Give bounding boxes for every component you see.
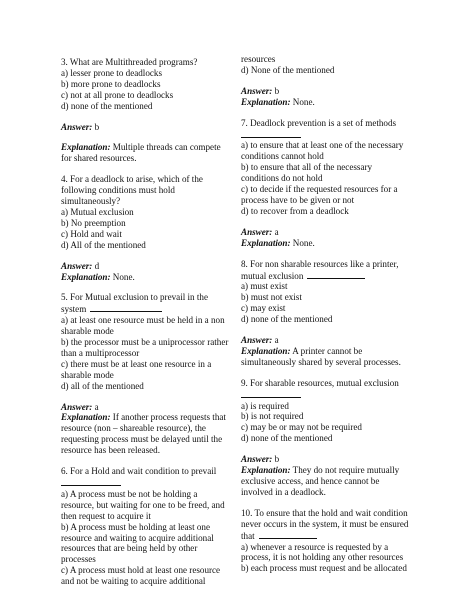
- option-line: [241, 563, 426, 574]
- explanation-text: A printer cannot be: [290, 345, 363, 356]
- option-line: [241, 65, 426, 76]
- option-text: a) to ensure that at least one of the necessary: [241, 140, 404, 151]
- option-line: [241, 401, 426, 412]
- option-text: c) may be or may not be required: [241, 422, 362, 433]
- answer-value: b: [94, 121, 100, 132]
- option-text: b) A process must be holding at least one: [61, 521, 211, 532]
- option-text: processes: [61, 554, 96, 565]
- question-line: [61, 196, 243, 207]
- question-line: [61, 466, 243, 477]
- option-line: [61, 79, 243, 90]
- answer-blank: [307, 270, 365, 279]
- option-text: b) No preemption: [61, 217, 126, 228]
- question-text: 5. For Mutual exclusion to prevail in the: [61, 292, 208, 303]
- option-text: than a multiprocessor: [61, 347, 140, 358]
- answer-label: Answer:: [61, 260, 93, 271]
- answer-value: a: [274, 226, 279, 237]
- answer-label: Answer:: [61, 401, 93, 412]
- answer-blank: [241, 389, 301, 398]
- answer-line: [241, 86, 426, 97]
- answer-label: Answer:: [241, 85, 273, 96]
- explanation-label: Explanation:: [241, 345, 291, 356]
- option-line: [61, 489, 243, 500]
- explanation-label: Explanation:: [241, 465, 291, 476]
- question-line: [241, 389, 426, 401]
- spacer: [61, 251, 243, 261]
- explanation-line: [61, 445, 243, 456]
- left-column: [61, 57, 243, 587]
- option-text: d) all of the mentioned: [61, 380, 144, 391]
- question-text: mutual exclusion: [241, 270, 304, 281]
- option-line: [61, 543, 243, 554]
- option-line: [241, 195, 426, 206]
- explanation-label: Explanation:: [61, 271, 111, 282]
- option-line: [61, 229, 243, 240]
- explanation-label: Explanation:: [241, 96, 291, 107]
- option-line: [61, 500, 243, 511]
- option-line: [61, 326, 243, 337]
- question-line: [241, 129, 426, 141]
- question-line: [61, 477, 243, 489]
- option-text: resource and waiting to acquire additional: [61, 532, 214, 543]
- option-text: and not be waiting to acquire additional: [61, 576, 206, 587]
- answer-line: [61, 402, 243, 413]
- spacer: [241, 368, 426, 378]
- option-line: [61, 565, 243, 576]
- option-text: d) none of the mentioned: [61, 100, 153, 111]
- question-text: 9. For sharable resources, mutual exclusion: [241, 377, 399, 388]
- option-line: [241, 184, 426, 195]
- explanation-text: exclusive access, and hence cannot be: [241, 476, 380, 486]
- spacer: [61, 164, 243, 174]
- option-text: sharable mode: [61, 369, 114, 380]
- explanation-text: None.: [290, 237, 315, 248]
- option-line: [241, 206, 426, 217]
- answer-value: b: [274, 85, 280, 96]
- explanation-text: They do not require mutually: [290, 465, 400, 476]
- option-line: [61, 315, 243, 326]
- option-line: [61, 370, 243, 381]
- spacer: [241, 498, 426, 508]
- option-text: conditions do not hold: [241, 173, 323, 184]
- question-line: [61, 57, 243, 68]
- right-column: [241, 54, 426, 574]
- option-line: [241, 140, 426, 151]
- option-line: [61, 101, 243, 112]
- option-text: resource, but waiting for one to be freed, and: [61, 499, 225, 510]
- option-text: conditions cannot hold: [241, 151, 324, 162]
- option-text: a) must exist: [241, 281, 288, 292]
- option-line: [61, 68, 243, 79]
- question-text: 6. For a Hold and wait condition to prevail: [61, 466, 217, 477]
- answer-label: Answer:: [241, 226, 273, 237]
- question-text: following conditions must hold: [61, 185, 175, 196]
- option-line: [61, 359, 243, 370]
- question-text: never occurs in the system, it must be ensured: [241, 518, 409, 529]
- explanation-label: Explanation:: [61, 142, 111, 153]
- explanation-line: [61, 412, 243, 423]
- option-text: b) must not exist: [241, 292, 302, 303]
- spacer: [61, 392, 243, 402]
- explanation-text: simultaneously shared by several processes.: [241, 356, 401, 367]
- explanation-line: [241, 97, 426, 108]
- explanation-line: [61, 434, 243, 445]
- option-text: sharable mode: [61, 326, 114, 337]
- question-text: 10. To ensure that the hold and wait condition: [241, 507, 408, 518]
- answer-line: [241, 454, 426, 465]
- option-text: a) is required: [241, 400, 289, 411]
- option-text: process, it is not holding any other resources: [241, 552, 404, 563]
- question-text: 8. For non sharable resources like a printer,: [241, 258, 399, 269]
- question-line: [241, 378, 426, 389]
- option-text: a) Mutual exclusion: [61, 206, 134, 217]
- option-text: c) Hold and wait: [61, 228, 122, 239]
- question-text: that: [241, 530, 255, 541]
- option-line: [241, 552, 426, 563]
- option-text: process have to be given or not: [241, 194, 355, 205]
- option-line: [61, 554, 243, 565]
- explanation-line: [61, 142, 243, 153]
- answer-blank: [241, 129, 301, 138]
- option-line: [61, 522, 243, 533]
- question-line: [241, 519, 426, 530]
- option-text: d) none of the mentioned: [241, 433, 333, 444]
- answer-line: [241, 335, 426, 346]
- option-line: [241, 151, 426, 162]
- explanation-text: for shared resources.: [61, 153, 137, 164]
- answer-label: Answer:: [241, 335, 273, 346]
- question-line: [241, 530, 426, 542]
- explanation-line: [61, 423, 243, 434]
- explanation-text: involved in a deadlock.: [241, 486, 326, 497]
- answer-blank: [90, 303, 162, 312]
- answer-blank: [61, 477, 121, 486]
- spacer: [241, 325, 426, 335]
- answer-value: a: [274, 335, 279, 346]
- explanation-text: requesting process must be delayed until the: [61, 434, 223, 445]
- spacer: [241, 76, 426, 86]
- spacer: [61, 112, 243, 122]
- answer-blank: [259, 530, 317, 539]
- answer-value: a: [94, 401, 99, 412]
- explanation-text: None.: [110, 271, 135, 282]
- option-line: [241, 173, 426, 184]
- option-line: [61, 381, 243, 392]
- spacer: [61, 132, 243, 142]
- explanation-text: None.: [290, 96, 315, 107]
- option-text: d) All of the mentioned: [61, 239, 146, 250]
- option-line: [241, 303, 426, 314]
- explanation-text: If another process requests that: [110, 412, 226, 423]
- option-text: resources: [241, 54, 276, 64]
- explanation-text: resource has been released.: [61, 445, 160, 456]
- explanation-line: [241, 357, 426, 368]
- explanation-label: Explanation:: [241, 237, 291, 248]
- option-line: [241, 422, 426, 433]
- option-line: [61, 348, 243, 359]
- explanation-line: [61, 272, 243, 283]
- option-text: b) the processor must be a uniprocessor rather: [61, 337, 229, 348]
- answer-label: Answer:: [61, 121, 93, 132]
- option-text: then request to acquire it: [61, 510, 151, 521]
- explanation-line: [241, 346, 426, 357]
- option-text: c) to decide if the requested resources for a: [241, 184, 398, 195]
- explanation-line: [241, 476, 426, 487]
- option-text: a) at least one resource must be held in a non: [61, 315, 225, 326]
- option-line: [241, 314, 426, 325]
- option-line: [241, 281, 426, 292]
- option-text: c) not at all prone to deadlocks: [61, 89, 174, 100]
- question-line: [241, 118, 426, 129]
- explanation-text: resource (non – shareable resource), the: [61, 423, 206, 434]
- option-text: d) to recover from a deadlock: [241, 205, 349, 216]
- question-line: [61, 292, 243, 303]
- explanation-line: [241, 487, 426, 498]
- answer-line: [241, 227, 426, 238]
- option-text: d) None of the mentioned: [241, 64, 335, 75]
- answer-value: b: [274, 454, 280, 465]
- explanation-label: Explanation:: [61, 412, 111, 423]
- question-line: [241, 508, 426, 519]
- option-text: b) each process must request and be allocated: [241, 563, 407, 574]
- question-line: [61, 185, 243, 196]
- option-text: resources that are being held by other: [61, 543, 198, 554]
- option-text: d) none of the mentioned: [241, 314, 333, 325]
- question-text: system: [61, 304, 87, 315]
- option-line: [61, 218, 243, 229]
- option-text: a) lesser prone to deadlocks: [61, 67, 163, 78]
- answer-label: Answer:: [241, 454, 273, 465]
- option-line: [61, 207, 243, 218]
- question-text: 4. For a deadlock to arise, which of the: [61, 174, 203, 185]
- option-line: [61, 511, 243, 522]
- answer-value: d: [94, 260, 100, 271]
- option-line: [61, 240, 243, 251]
- option-line: [241, 54, 426, 65]
- question-line: [61, 303, 243, 315]
- option-line: [61, 576, 243, 587]
- spacer: [61, 456, 243, 466]
- option-text: b) more prone to deadlocks: [61, 78, 161, 89]
- option-line: [241, 433, 426, 444]
- option-text: c) A process must hold at least one resource: [61, 565, 221, 576]
- option-text: a) whenever a resource is requested by a: [241, 541, 389, 552]
- explanation-line: [61, 153, 243, 164]
- spacer: [61, 282, 243, 292]
- option-line: [241, 411, 426, 422]
- answer-line: [61, 261, 243, 272]
- option-line: [241, 292, 426, 303]
- option-text: b) is not required: [241, 411, 304, 422]
- option-line: [61, 90, 243, 101]
- explanation-line: [241, 238, 426, 249]
- spacer: [241, 249, 426, 259]
- option-text: c) there must be at least one resource in a: [61, 358, 212, 369]
- option-text: c) may exist: [241, 303, 286, 314]
- option-line: [241, 542, 426, 553]
- question-line: [241, 270, 426, 282]
- question-text: 7. Deadlock prevention is a set of methods: [241, 117, 397, 128]
- question-line: [61, 174, 243, 185]
- option-text: b) to ensure that all of the necessary: [241, 162, 373, 173]
- question-text: simultaneously?: [61, 196, 121, 207]
- option-text: a) A process must be not be holding a: [61, 488, 198, 499]
- question-line: [241, 259, 426, 270]
- spacer: [241, 444, 426, 454]
- option-line: [241, 162, 426, 173]
- option-line: [61, 337, 243, 348]
- question-text: 3. What are Multithreaded programs?: [61, 57, 198, 67]
- explanation-line: [241, 465, 426, 476]
- explanation-text: Multiple threads can compete: [110, 142, 221, 153]
- spacer: [241, 217, 426, 227]
- option-line: [61, 533, 243, 544]
- spacer: [241, 108, 426, 118]
- answer-line: [61, 122, 243, 133]
